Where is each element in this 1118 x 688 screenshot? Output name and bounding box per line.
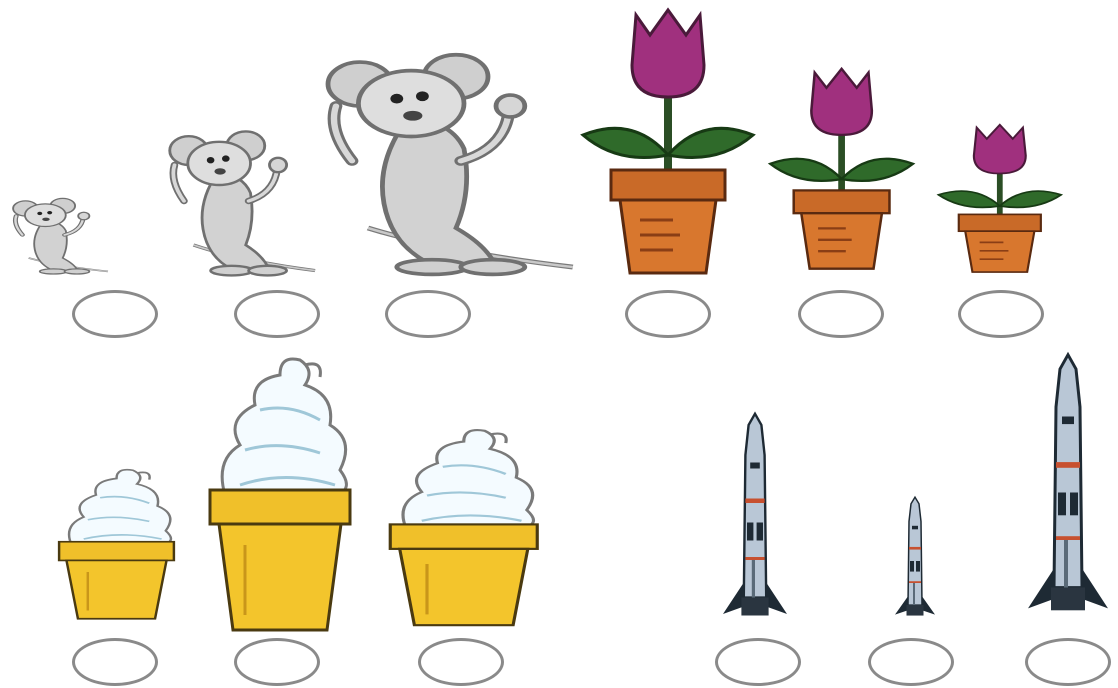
ice-cream-large-icon: [210, 359, 350, 630]
tulip-medium-icon: [770, 69, 913, 269]
rocket-small-icon: [895, 497, 935, 615]
rocket-large-icon: [1028, 355, 1108, 611]
answer-circle-ice-cream-medium[interactable]: [418, 638, 504, 686]
answer-circle-tulip-large[interactable]: [625, 290, 711, 338]
answer-circle-mouse-small[interactable]: [72, 290, 158, 338]
mouse-small-icon: [13, 198, 108, 274]
answer-circle-tulip-medium[interactable]: [798, 290, 884, 338]
answer-circle-tulip-small[interactable]: [958, 290, 1044, 338]
tulip-large-icon: [583, 10, 753, 273]
answer-circle-rocket-small[interactable]: [868, 638, 954, 686]
answer-circle-mouse-medium[interactable]: [234, 290, 320, 338]
answer-circle-ice-cream-large[interactable]: [234, 638, 320, 686]
answer-circle-rocket-medium[interactable]: [715, 638, 801, 686]
answer-circle-ice-cream-small[interactable]: [72, 638, 158, 686]
answer-circle-rocket-large[interactable]: [1025, 638, 1111, 686]
tulip-small-icon: [939, 125, 1061, 272]
ice-cream-medium-icon: [390, 430, 537, 625]
ice-cream-small-icon: [59, 470, 174, 619]
rocket-medium-icon: [723, 414, 787, 616]
mouse-large-icon: [328, 55, 573, 275]
answer-circle-mouse-large[interactable]: [385, 290, 471, 338]
mouse-medium-icon: [170, 131, 315, 275]
